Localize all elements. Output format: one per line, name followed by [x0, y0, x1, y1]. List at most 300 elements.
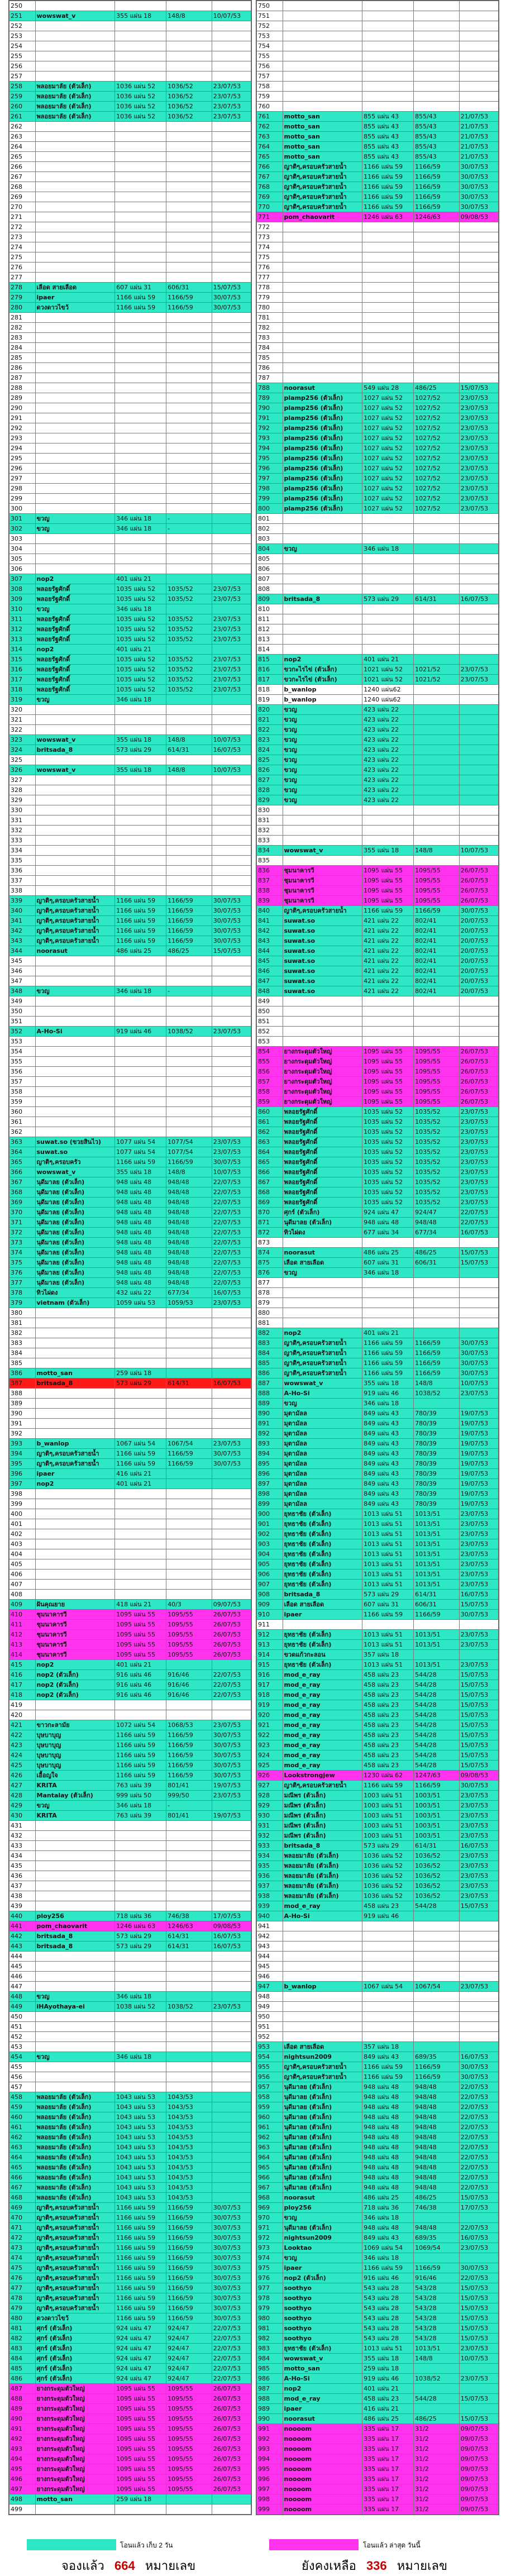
row-number: 293: [9, 433, 36, 443]
row-name: plamp256 (ตัวเล็ก): [283, 413, 362, 423]
row-number: 794: [257, 443, 283, 454]
table-row: [257, 1881, 499, 1891]
row-package: [115, 484, 166, 494]
row-total: [166, 1489, 212, 1499]
row-total: [414, 2042, 460, 2052]
row-package: [362, 1027, 414, 1037]
table-row: [9, 1871, 251, 1881]
row-name: mod_e_ray: [283, 1761, 362, 1771]
table-row: [257, 1177, 499, 1187]
row-number: 251: [9, 11, 36, 21]
row-name: britsada_8: [283, 1841, 362, 1851]
row-date: 22/07/53: [459, 1208, 498, 1218]
row-name: [35, 132, 115, 142]
row-date: 23/07/53: [459, 1811, 498, 1821]
row-total: 948/48: [166, 1208, 212, 1218]
row-name: [35, 1821, 115, 1831]
table-row: [9, 1821, 251, 1831]
row-total: 1038/52: [414, 1389, 460, 1399]
row-date: 23/07/53: [459, 1801, 498, 1811]
row-name: mod_e_ray: [283, 1670, 362, 1680]
row-date: [459, 524, 498, 534]
row-package: [115, 494, 166, 504]
row-date: 23/07/53: [459, 1791, 498, 1801]
row-date: 30/07/53: [459, 1368, 498, 1378]
row-date: [212, 1077, 251, 1087]
table-row: [9, 1851, 251, 1861]
row-number: 875: [257, 1258, 283, 1268]
row-package: 1036 แผ่น 52: [115, 82, 166, 92]
row-number: 945: [257, 1962, 283, 1972]
table-row: [257, 956, 499, 966]
row-number: 845: [257, 956, 283, 966]
row-number: 449: [9, 2002, 36, 2012]
row-package: [115, 846, 166, 856]
row-package: [115, 1067, 166, 1077]
table-row: [9, 1750, 251, 1761]
row-number: 895: [257, 1459, 283, 1469]
row-number: 486: [9, 2374, 36, 2384]
row-package: [115, 313, 166, 323]
table-row: [257, 1338, 499, 1348]
row-package: 1036 แผ่น 52: [115, 92, 166, 102]
remaining-count: 336: [366, 2559, 387, 2573]
row-total: [166, 815, 212, 826]
row-total: [414, 1650, 460, 1660]
table-row: [257, 2364, 499, 2374]
row-package: 924 แผ่น 47: [115, 2364, 166, 2374]
row-number: 464: [9, 2153, 36, 2163]
row-number: 379: [9, 1298, 36, 1308]
row-number: 459: [9, 2102, 36, 2112]
row-total: [166, 1992, 212, 2002]
row-name: [35, 1308, 115, 1318]
row-total: 1027/52: [414, 443, 460, 454]
row-package: 1095 แผ่น 55: [362, 886, 414, 896]
table-row: [9, 1952, 251, 1962]
row-number: 795: [257, 454, 283, 464]
row-date: 23/07/53: [212, 1439, 251, 1449]
row-date: 26/07/53: [459, 1067, 498, 1077]
row-name: [283, 333, 362, 343]
table-row: [257, 514, 499, 524]
row-package: [362, 996, 414, 1006]
row-total: 1035/52: [414, 1177, 460, 1187]
table-row: [9, 2253, 251, 2263]
row-name: noorasut: [35, 946, 115, 956]
row-date: [459, 1268, 498, 1278]
row-total: [414, 715, 460, 725]
row-name: ญาติๆ,ครอบครัวสายน้ำ: [35, 2223, 115, 2233]
table-row: [257, 1378, 499, 1389]
row-number: 370: [9, 1208, 36, 1218]
row-package: 1166 แผ่น 59: [115, 2293, 166, 2303]
table-row: [9, 2444, 251, 2454]
row-total: [166, 826, 212, 836]
row-name: mod_e_ray: [283, 2394, 362, 2404]
row-package: 401 แผ่น 21: [115, 645, 166, 655]
row-date: 23/07/53: [212, 1027, 251, 1037]
row-number: 442: [9, 1931, 36, 1941]
row-total: 148/8: [166, 11, 212, 21]
row-date: 16/07/53: [459, 594, 498, 604]
row-total: 1166/59: [414, 1610, 460, 1620]
row-date: 20/07/53: [459, 936, 498, 946]
table-row: [257, 836, 499, 846]
row-total: 1013/51: [414, 1630, 460, 1640]
row-name: [283, 514, 362, 524]
row-name: ยุทธาชัย (ตัวเล็ก): [283, 2344, 362, 2354]
row-total: [166, 393, 212, 403]
row-date: 30/07/53: [212, 2213, 251, 2223]
table-row: [257, 725, 499, 735]
row-package: [362, 313, 414, 323]
table-row: [9, 162, 251, 172]
row-name: ญาติๆ,ครอบครัวสายน้ำ: [35, 2253, 115, 2263]
row-date: [459, 1, 498, 11]
row-number: 854: [257, 1047, 283, 1057]
row-name: ญาติๆ,ครอบครัวสายน้ำ: [283, 1781, 362, 1791]
row-name: มุตามัลล: [283, 1419, 362, 1429]
row-package: [362, 836, 414, 846]
row-total: [166, 242, 212, 252]
table-row: [257, 2163, 499, 2173]
row-package: 1166 แผ่น 59: [362, 202, 414, 212]
table-row: [9, 795, 251, 805]
row-package: [115, 554, 166, 564]
row-total: 1035/52: [166, 614, 212, 624]
row-package: [115, 232, 166, 242]
table-row: [257, 705, 499, 715]
row-number: 835: [257, 856, 283, 866]
row-package: 1027 แผ่น 52: [362, 403, 414, 413]
row-number: 324: [9, 745, 36, 755]
row-number: 842: [257, 926, 283, 936]
row-package: [115, 1006, 166, 1017]
row-number: 839: [257, 896, 283, 906]
row-name: [35, 61, 115, 71]
row-number: 343: [9, 936, 36, 946]
row-number: 774: [257, 242, 283, 252]
row-date: [212, 1006, 251, 1017]
row-package: 543 แผ่น 28: [362, 2313, 414, 2324]
row-name: ยุทธาชัย (ตัวเล็ก): [283, 1660, 362, 1670]
row-name: plamp256 (ตัวเล็ก): [283, 484, 362, 494]
table-row: [9, 2263, 251, 2273]
row-number: 451: [9, 2022, 36, 2032]
row-number: 788: [257, 383, 283, 393]
table-row: [257, 2112, 499, 2122]
row-package: 1166 แผ่น 59: [115, 2253, 166, 2263]
row-number: 345: [9, 956, 36, 966]
row-name: [283, 2032, 362, 2042]
row-date: 30/07/53: [212, 1449, 251, 1459]
row-package: 1095 แผ่น 55: [362, 896, 414, 906]
row-date: 22/07/53: [212, 1208, 251, 1218]
row-date: 15/07/53: [459, 1901, 498, 1911]
table-row: [9, 2283, 251, 2293]
row-date: [212, 152, 251, 162]
row-number: 886: [257, 1368, 283, 1378]
row-date: [459, 826, 498, 836]
row-number: 917: [257, 1680, 283, 1690]
row-number: 934: [257, 1851, 283, 1861]
row-package: 357 แผ่น 18: [362, 1650, 414, 1660]
row-date: 09/07/53: [459, 2444, 498, 2454]
row-total: 1027/52: [414, 494, 460, 504]
row-number: 838: [257, 886, 283, 896]
row-number: 463: [9, 2143, 36, 2153]
row-total: [166, 202, 212, 212]
row-number: 268: [9, 182, 36, 192]
row-date: [212, 1529, 251, 1539]
table-row: [9, 1419, 251, 1429]
row-name: [35, 886, 115, 896]
row-package: 1166 แผ่น 59: [115, 926, 166, 936]
row-total: 1027/52: [414, 454, 460, 464]
row-package: 1166 แผ่น 59: [115, 2213, 166, 2223]
row-total: [166, 2062, 212, 2072]
row-number: 784: [257, 343, 283, 353]
row-total: [166, 494, 212, 504]
row-package: [362, 1952, 414, 1962]
row-total: [414, 21, 460, 31]
table-row: [9, 1218, 251, 1228]
row-name: [283, 61, 362, 71]
row-number: 880: [257, 1308, 283, 1318]
row-name: บุษบาบุญ: [35, 1761, 115, 1771]
table-row: [9, 2414, 251, 2424]
row-total: [414, 2364, 460, 2374]
table-row: [9, 1730, 251, 1740]
table-row: [9, 1962, 251, 1972]
row-date: [212, 755, 251, 765]
row-name: [35, 2072, 115, 2082]
table-row: [257, 383, 499, 393]
row-total: 948/48: [166, 1248, 212, 1258]
row-total: 543/28: [414, 2303, 460, 2313]
row-date: [212, 2133, 251, 2143]
row-date: [212, 524, 251, 534]
table-row: [257, 1218, 499, 1228]
table-row: [9, 2384, 251, 2394]
row-date: [459, 61, 498, 71]
row-name: ศุกร์ (ตัวเล็ก): [35, 2324, 115, 2334]
row-name: [35, 51, 115, 61]
row-total: [166, 1972, 212, 1982]
row-name: ชุมนาคารวี: [35, 1650, 115, 1660]
table-row: [257, 1137, 499, 1147]
row-number: 954: [257, 2052, 283, 2062]
row-date: 23/07/53: [459, 675, 498, 685]
table-row: [9, 1268, 251, 1278]
row-name: ขวญ: [283, 2213, 362, 2223]
row-number: 395: [9, 1459, 36, 1469]
row-number: 753: [257, 31, 283, 41]
row-total: [166, 2072, 212, 2082]
row-total: [166, 1358, 212, 1368]
row-date: [212, 1107, 251, 1117]
row-date: 09/07/53: [459, 2505, 498, 2515]
table-row: [257, 92, 499, 102]
row-name: [35, 1539, 115, 1549]
row-name: [35, 1841, 115, 1851]
row-package: [115, 1, 166, 11]
row-name: ยางกระดุมตัวใหญ่: [35, 2464, 115, 2474]
row-name: Mantalay (ตัวเล็ก): [35, 1791, 115, 1801]
table-row: [9, 343, 251, 353]
table-row: [9, 1650, 251, 1660]
table-row: [257, 2012, 499, 2022]
row-date: 23/07/53: [459, 1982, 498, 1992]
table-row: [9, 112, 251, 122]
row-name: noooom: [283, 2464, 362, 2474]
row-name: นุดีมาลย (ตัวเล็ก): [283, 2173, 362, 2183]
row-total: 1036/52: [166, 82, 212, 92]
row-package: 1036 แผ่น 52: [362, 1881, 414, 1891]
row-name: ยุทธาชัย (ตัวเล็ก): [283, 1549, 362, 1559]
row-name: ญาติๆ,ครอบครัวสายน้ำ: [35, 916, 115, 926]
row-number: 331: [9, 815, 36, 826]
row-number: 806: [257, 564, 283, 574]
table-row: [257, 574, 499, 584]
row-total: 1043/53: [166, 2143, 212, 2153]
row-number: 383: [9, 1338, 36, 1348]
row-package: 1013 แผ่น 51: [362, 1549, 414, 1559]
row-package: 573 แผ่น 29: [115, 745, 166, 755]
row-total: [166, 1318, 212, 1328]
row-total: 1035/52: [166, 665, 212, 675]
row-name: [283, 1962, 362, 1972]
row-package: 355 แผ่น 18: [115, 1167, 166, 1177]
row-name: [283, 1, 362, 11]
row-number: 992: [257, 2434, 283, 2444]
table-row: [257, 273, 499, 283]
row-name: ยุทธาชัย (ตัวเล็ก): [283, 1519, 362, 1529]
table-row: [257, 71, 499, 82]
table-row: [257, 1268, 499, 1278]
row-package: 401 แผ่น 21: [362, 1328, 414, 1338]
row-name: ญาติๆ,ครอบครัวสายน้ำ: [283, 182, 362, 192]
row-name: [35, 1097, 115, 1107]
table-row: [257, 1097, 499, 1107]
row-package: 1095 แผ่น 55: [362, 1087, 414, 1097]
table-row: [257, 1469, 499, 1479]
table-row: [257, 1057, 499, 1067]
row-name: [35, 252, 115, 263]
row-name: plamp256 (ตัวเล็ก): [283, 464, 362, 474]
row-total: 1013/51: [414, 1509, 460, 1519]
row-date: 30/07/53: [212, 303, 251, 313]
row-name: noooom: [283, 2484, 362, 2494]
row-date: [459, 584, 498, 594]
table-row: [257, 826, 499, 836]
row-number: 877: [257, 1278, 283, 1288]
remaining-prefix: ยังคงเหลือ: [302, 2559, 356, 2573]
row-name: noorasut: [283, 2193, 362, 2203]
row-number: 448: [9, 1992, 36, 2002]
row-date: 15/07/53: [459, 1761, 498, 1771]
row-number: 876: [257, 1268, 283, 1278]
row-total: 924/47: [166, 2364, 212, 2374]
row-package: 1035 แผ่น 52: [115, 665, 166, 675]
row-total: 802/41: [414, 946, 460, 956]
row-name: [35, 222, 115, 232]
row-package: [362, 323, 414, 333]
row-number: 437: [9, 1881, 36, 1891]
table-row: [257, 1680, 499, 1690]
row-name: พลอยรัฐศักดิ์: [35, 655, 115, 665]
row-number: 397: [9, 1479, 36, 1489]
row-name: [35, 755, 115, 765]
row-date: [459, 645, 498, 655]
row-package: 1166 แผ่น 59: [362, 172, 414, 182]
table-row: [257, 1831, 499, 1841]
row-name: [283, 71, 362, 82]
row-package: 1246 แผ่น 63: [362, 212, 414, 222]
row-number: 861: [257, 1117, 283, 1127]
row-date: [212, 996, 251, 1006]
row-total: 924/47: [166, 2334, 212, 2344]
row-date: [212, 976, 251, 986]
row-number: 765: [257, 152, 283, 162]
row-name: ญาติๆ,ครอบครัวสายน้ำ: [35, 2283, 115, 2293]
row-package: [115, 2022, 166, 2032]
table-row: [257, 645, 499, 655]
table-row: [9, 2494, 251, 2505]
row-total: 855/43: [414, 142, 460, 152]
row-name: นุดีมาลย (ตัวเล็ก): [35, 1187, 115, 1198]
row-total: [166, 1529, 212, 1539]
row-name: britsada_8: [35, 1931, 115, 1941]
booking-table-left: [8, 0, 252, 2515]
row-number: 303: [9, 534, 36, 544]
row-package: [115, 142, 166, 152]
row-date: 23/07/53: [212, 1791, 251, 1801]
row-name: noooom: [283, 2454, 362, 2464]
row-name: [283, 1006, 362, 1017]
row-name: [35, 464, 115, 474]
table-row: [9, 373, 251, 383]
row-number: 873: [257, 1238, 283, 1248]
row-package: 948 แผ่น 48: [362, 2102, 414, 2112]
table-row: [257, 1198, 499, 1208]
row-package: [115, 1851, 166, 1861]
row-number: 864: [257, 1147, 283, 1157]
row-date: [459, 2253, 498, 2263]
row-total: 1003/51: [414, 1821, 460, 1831]
row-total: [414, 11, 460, 21]
row-package: 948 แผ่น 48: [362, 2163, 414, 2173]
row-total: 31/2: [414, 2434, 460, 2444]
row-package: [362, 343, 414, 353]
row-number: 479: [9, 2303, 36, 2313]
row-date: [212, 785, 251, 795]
table-row: [257, 655, 499, 665]
row-date: 22/07/53: [212, 1680, 251, 1690]
table-row: [9, 896, 251, 906]
row-number: 818: [257, 685, 283, 695]
table-row: [9, 805, 251, 815]
row-package: [362, 92, 414, 102]
row-number: 974: [257, 2253, 283, 2263]
row-total: [414, 836, 460, 846]
row-package: 855 แผ่น 43: [362, 142, 414, 152]
row-number: 308: [9, 584, 36, 594]
row-name: [35, 966, 115, 976]
row-package: [362, 11, 414, 21]
row-name: ยางกระดุมตัวใหญ่: [35, 2394, 115, 2404]
